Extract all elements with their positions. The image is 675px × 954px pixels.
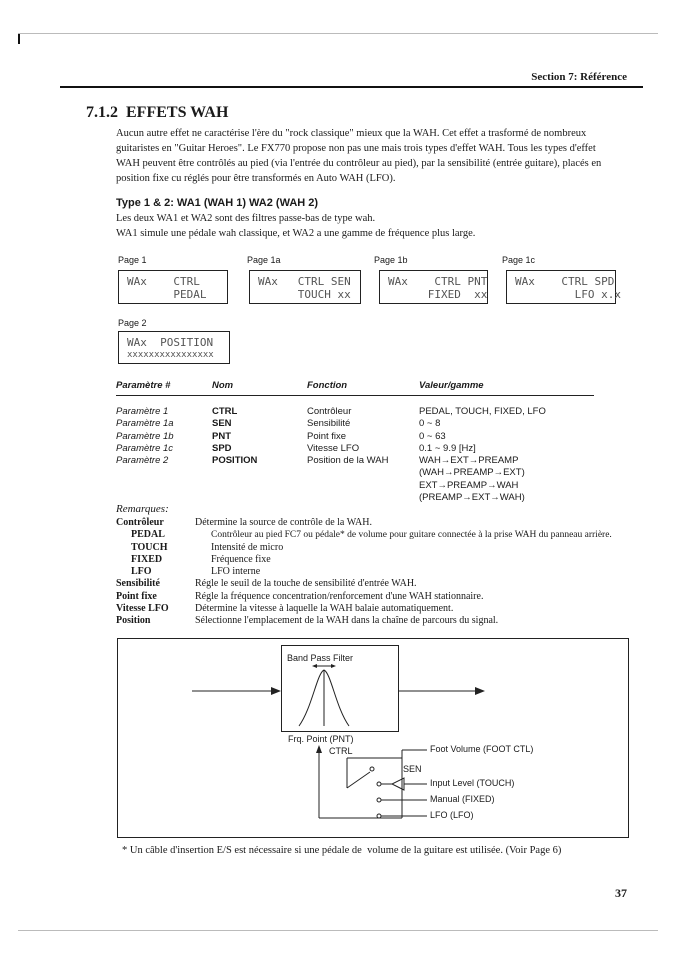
remark-term: Vitesse LFO [116, 603, 169, 615]
type-paragraph [116, 211, 628, 241]
lcd-display [249, 270, 361, 304]
value-cell: 0 ~ 8 [419, 418, 441, 430]
intro-line: WAH peuvent être contrôlés au pied (via l'entrée du contrôleur au pied), par la sensibilité (entrée guitare), placés en [116, 158, 602, 169]
arrow-up-icon [316, 745, 322, 753]
footnote: * Un câble d'insertion E/S est nécessaire si une pédale de volume de la guitare est utilisée. (Voir Page 6) [122, 845, 562, 856]
value-cell: (WAH→PREAMP→EXT) [419, 467, 525, 479]
table-row [116, 443, 616, 455]
remark-term: TOUCH [131, 541, 168, 553]
remark-desc: Régle la fréquence concentration/renforcement d'une WAH stationnaire. [195, 590, 484, 602]
remark-row [116, 578, 636, 590]
remark-row [116, 615, 636, 627]
remark-desc: Intensité de micro [211, 541, 284, 553]
bottom-rule [18, 930, 658, 931]
page-label: Page 2 [118, 318, 147, 328]
table-row [116, 480, 616, 492]
value-cell: EXT→PREAMP→WAH [419, 479, 519, 491]
lcd-display [506, 270, 621, 304]
intro-line: Aucun autre effet ne caractérise l'ère du "rock classique" mieux que la WAH. Cet effet a trasformé de nombreux [116, 128, 587, 139]
lcd-line-2: PEDAL [127, 288, 207, 301]
remark-row [116, 542, 636, 554]
function-cell: Point fixe [307, 430, 347, 442]
lcd-line-1: WAx POSITION [127, 336, 214, 349]
remark-desc: Contrôleur au pied FC7 ou pédale* de volume pour guitare connectée à la prise WAH du panneau arrière. [211, 530, 612, 541]
value-cell: WAH→EXT→PREAMP [419, 455, 519, 467]
remark-desc: Détermine la vitesse à laquelle la WAH balaie automatiquement. [195, 603, 454, 615]
lcd-line-1: WAx CTRL SEN [258, 275, 351, 288]
ctrl-label: CTRL [329, 746, 353, 756]
arrow-left-icon [312, 664, 317, 668]
function-cell: Vitesse LFO [307, 442, 360, 454]
sen-label: SEN [403, 764, 422, 774]
table-header-value: Valeur/gamme [419, 380, 484, 391]
wah-signal-diagram [117, 638, 629, 838]
type-heading: Type 1 & 2: WA1 (WAH 1) WA2 (WAH 2) [116, 197, 319, 209]
remark-term: LFO [131, 566, 152, 578]
table-row [116, 492, 616, 504]
lcd-line-2: TOUCH xx [258, 288, 351, 301]
remark-row [116, 517, 636, 529]
name-cell: CTRL [212, 406, 238, 417]
ctrl-switch [347, 772, 370, 788]
intro-line: guitaristes en "Guitar Heroes". Le FX770 propose non pas une mais trois types d'effet WAH. Tous les types d'effet [116, 143, 596, 154]
param-cell: Paramètre 1 [116, 406, 169, 417]
section-header: Section 7: Référence [531, 71, 627, 83]
page-title: 7.1.2 EFFETS WAH [86, 104, 229, 121]
remarks-list [116, 517, 636, 628]
value-cell: (PREAMP→EXT→WAH) [419, 492, 525, 504]
manual-label: Manual (FIXED) [430, 794, 495, 804]
remark-desc: Fréquence fixe [211, 553, 271, 565]
table-header-param: Paramètre # [116, 380, 171, 391]
table-row [116, 418, 616, 430]
function-cell: Sensibilité [307, 418, 351, 430]
diagram-frame [118, 639, 629, 838]
lcd-line-1: WAx CTRL SPD [515, 275, 615, 288]
remark-term: Point fixe [116, 590, 157, 602]
remark-row [116, 554, 636, 566]
contact-foot [370, 767, 374, 771]
type-line: Les deux WA1 et WA2 sont des filtres passe-bas de type wah. [116, 213, 376, 224]
lfo-label: LFO (LFO) [430, 810, 474, 820]
table-header-function: Fonction [307, 380, 348, 391]
table-body [116, 406, 616, 504]
remark-desc: Sélectionne l'emplacement de la WAH dans la chaîne de parcours du signal. [195, 615, 499, 627]
remark-term: Contrôleur [116, 517, 164, 528]
contact-lfo [377, 814, 381, 818]
intro-line: position fixe cu réglés pour être transformés en Auto WAH (LFO). [116, 173, 396, 184]
page-label: Page 1c [502, 255, 536, 265]
arrow-right-icon [475, 687, 485, 695]
param-cell: Paramètre 1a [116, 418, 174, 430]
diagram-svg [117, 638, 629, 838]
lcd-display [118, 270, 228, 304]
value-cell: 0 ~ 63 [419, 430, 446, 442]
header-rule [60, 86, 643, 88]
lcd-line-1: WAx CTRL PNT [388, 275, 488, 288]
remark-term: FIXED [131, 553, 163, 565]
remark-row [116, 529, 636, 541]
function-cell: Contrôleur [307, 406, 352, 417]
remark-row [116, 591, 636, 603]
type-line: WA1 simule une pédale wah classique, et WA2 a une gamme de fréquence plus large. [116, 228, 476, 239]
lcd-display [118, 331, 230, 364]
param-cell: Paramètre 2 [116, 455, 169, 467]
input-level-label: Input Level (TOUCH) [430, 778, 515, 788]
remarks-title: Remarques: [116, 503, 169, 515]
lcd-line-2: LFO x.x [515, 288, 621, 301]
remark-desc: LFO interne [211, 566, 261, 578]
arrow-right-icon [271, 687, 281, 695]
param-cell: Paramètre 1c [116, 442, 174, 454]
lcd-line-1: WAx CTRL [127, 275, 200, 288]
foot-volume-label: Foot Volume (FOOT CTL) [430, 744, 534, 754]
name-cell: SEN [212, 418, 232, 430]
table-header-name: Nom [212, 380, 234, 391]
lcd-display [379, 270, 488, 304]
remark-term: Position [116, 615, 151, 627]
name-cell: POSITION [212, 455, 258, 467]
table-row [116, 406, 616, 418]
top-rule [18, 33, 658, 34]
remark-desc: Détermine la source de contrôle de la WAH. [195, 517, 372, 528]
name-cell: SPD [212, 442, 232, 454]
page-number: 37 [615, 886, 627, 900]
table-header-rule [116, 395, 594, 396]
page-label: Page 1 [118, 255, 147, 265]
page-label: Page 1a [247, 255, 281, 265]
remark-term: Sensibilité [116, 578, 160, 590]
function-cell: Position de la WAH [307, 455, 389, 467]
contact-manual [377, 798, 381, 802]
corner-mark [18, 34, 20, 44]
table-row [116, 455, 616, 467]
arrow-right-icon [331, 664, 336, 668]
freq-point-label: Frq. Point (PNT) [288, 734, 354, 744]
lcd-line-2: FIXED xx [388, 288, 488, 301]
value-cell: 0.1 ~ 9.9 [Hz] [419, 442, 476, 454]
table-row [116, 431, 616, 443]
param-cell: Paramètre 1b [116, 430, 174, 442]
page-label: Page 1b [374, 255, 408, 265]
name-cell: PNT [212, 430, 231, 442]
filter-label: Band Pass Filter [287, 653, 354, 663]
remark-row [116, 603, 636, 615]
remark-row [116, 566, 636, 578]
intro-paragraph [116, 126, 628, 186]
lcd-line-2: xxxxxxxxxxxxxxxx [127, 350, 214, 360]
table-row [116, 467, 616, 479]
remark-desc: Régle le seuil de la touche de sensibilité d'entrée WAH. [195, 578, 417, 590]
contact-touch [377, 782, 381, 786]
remark-term: PEDAL [131, 529, 165, 541]
value-cell: PEDAL, TOUCH, FIXED, LFO [419, 406, 546, 417]
